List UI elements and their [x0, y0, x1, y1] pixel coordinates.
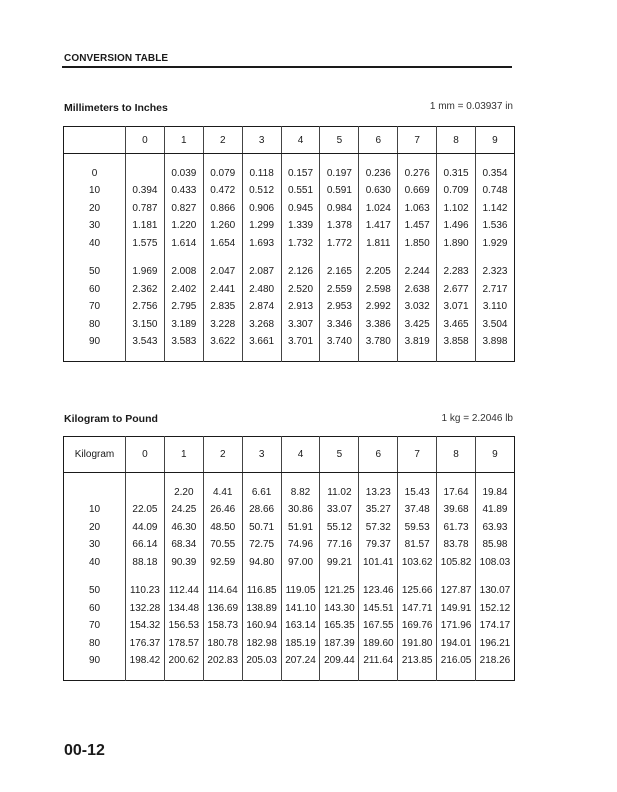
table-cell: 3.780: [359, 333, 398, 351]
table-cell: 2.008: [164, 263, 203, 281]
table-cell: 218.26: [476, 652, 515, 670]
table-cell: 2.323: [476, 263, 515, 281]
row-key: 10: [88, 185, 101, 197]
table-header-row: [64, 437, 515, 473]
table-cell: 116.85: [242, 582, 281, 600]
page-number: 00-12: [64, 742, 105, 759]
spacer-row: [64, 351, 515, 362]
table-cell: 0.118: [242, 165, 281, 183]
table-cell: 61.73: [437, 519, 476, 537]
table-corner-label: Kilogram: [64, 437, 126, 473]
table-cell: 1.811: [359, 235, 398, 253]
table-cell: 114.64: [203, 582, 242, 600]
table-cell: 0.236: [359, 165, 398, 183]
spacer-row: [64, 571, 515, 582]
table-row: [64, 501, 515, 519]
table-cell: 0.276: [398, 165, 437, 183]
column-header: 9: [476, 127, 515, 154]
column-header: 4: [281, 437, 320, 473]
table-row: [64, 200, 515, 218]
table-row: [64, 582, 515, 600]
table-cell: 0.827: [164, 200, 203, 218]
table-cell: 2.205: [359, 263, 398, 281]
table-cell: 136.69: [203, 600, 242, 618]
table-cell: 0.079: [203, 165, 242, 183]
mm-to-in-heading: Millimeters to Inches: [64, 102, 168, 114]
table-cell: 2.480: [242, 281, 281, 299]
row-key: 70: [88, 301, 101, 313]
table-cell: 0.748: [476, 182, 515, 200]
table-cell: 103.62: [398, 554, 437, 572]
table-cell: 2.283: [437, 263, 476, 281]
table-cell: 187.39: [320, 635, 359, 653]
table-cell: 44.09: [126, 519, 165, 537]
table-cell: 0.591: [320, 182, 359, 200]
table-cell: 0.906: [242, 200, 281, 218]
table-cell: 182.98: [242, 635, 281, 653]
table-cell: 169.76: [398, 617, 437, 635]
table-cell: 1.890: [437, 235, 476, 253]
spacer-row: [64, 670, 515, 681]
table-cell: 163.14: [281, 617, 320, 635]
table-cell: 2.087: [242, 263, 281, 281]
spacer-row: [64, 252, 515, 263]
table-cell: 194.01: [437, 635, 476, 653]
table-cell: 1.220: [164, 217, 203, 235]
table-row: [64, 182, 515, 200]
row-key: 30: [88, 220, 101, 232]
table-cell: 2.244: [398, 263, 437, 281]
table-cell: 24.25: [164, 501, 203, 519]
table-cell: 79.37: [359, 536, 398, 554]
column-header: 5: [320, 127, 359, 154]
table-cell: 2.677: [437, 281, 476, 299]
table-cell: 81.57: [398, 536, 437, 554]
table-cell: 3.307: [281, 316, 320, 334]
row-key: 0: [91, 167, 98, 179]
row-key: 50: [88, 585, 101, 597]
table-cell: 99.21: [320, 554, 359, 572]
row-key: 80: [88, 637, 101, 649]
table-cell: 171.96: [437, 617, 476, 635]
column-header: 9: [476, 437, 515, 473]
table-cell: 1.299: [242, 217, 281, 235]
table-cell: 1.732: [281, 235, 320, 253]
table-cell: [126, 484, 165, 502]
table-cell: 3.228: [203, 316, 242, 334]
table-cell: 2.795: [164, 298, 203, 316]
table-cell: 2.362: [126, 281, 165, 299]
table-cell: 3.898: [476, 333, 515, 351]
table-cell: 0.984: [320, 200, 359, 218]
table-cell: 165.35: [320, 617, 359, 635]
table-cell: 138.89: [242, 600, 281, 618]
table-cell: 213.85: [398, 652, 437, 670]
table-cell: 3.583: [164, 333, 203, 351]
table-cell: 3.386: [359, 316, 398, 334]
row-key: 10: [88, 504, 101, 516]
table-cell: 2.598: [359, 281, 398, 299]
table-cell: 39.68: [437, 501, 476, 519]
table-cell: 30.86: [281, 501, 320, 519]
table-cell: 0.512: [242, 182, 281, 200]
row-key: 40: [88, 556, 101, 568]
table-row: [64, 217, 515, 235]
row-key: 50: [88, 266, 101, 278]
table-cell: 1.850: [398, 235, 437, 253]
table-cell: 1.024: [359, 200, 398, 218]
table-cell: 3.661: [242, 333, 281, 351]
table-cell: 158.73: [203, 617, 242, 635]
table-cell: 0.551: [281, 182, 320, 200]
table-cell: 55.12: [320, 519, 359, 537]
table-cell: 0.709: [437, 182, 476, 200]
kg-to-lb-table: [63, 436, 515, 681]
column-header: 2: [203, 437, 242, 473]
table-cell: 205.03: [242, 652, 281, 670]
column-header: 2: [203, 127, 242, 154]
row-key: 20: [88, 521, 101, 533]
spacer-row: [64, 154, 515, 165]
table-row: [64, 263, 515, 281]
table-cell: 3.189: [164, 316, 203, 334]
table-cell: 35.27: [359, 501, 398, 519]
table-cell: 74.96: [281, 536, 320, 554]
table-header-row: [64, 127, 515, 154]
table-cell: 211.64: [359, 652, 398, 670]
table-cell: 176.37: [126, 635, 165, 653]
table-cell: 1.969: [126, 263, 165, 281]
spacer-row: [64, 473, 515, 484]
table-cell: 90.39: [164, 554, 203, 572]
table-cell: 198.42: [126, 652, 165, 670]
table-cell: 3.465: [437, 316, 476, 334]
table-cell: 189.60: [359, 635, 398, 653]
table-cell: 178.57: [164, 635, 203, 653]
column-header: 5: [320, 437, 359, 473]
table-cell: 1.654: [203, 235, 242, 253]
table-cell: 2.520: [281, 281, 320, 299]
table-cell: 51.91: [281, 519, 320, 537]
table-cell: 19.84: [476, 484, 515, 502]
table-row: [64, 298, 515, 316]
table-cell: 0.354: [476, 165, 515, 183]
table-row: [64, 316, 515, 334]
row-key: 70: [88, 620, 101, 632]
row-key: 20: [88, 202, 101, 214]
table-row: [64, 235, 515, 253]
table-cell: 0.157: [281, 165, 320, 183]
table-cell: 1.417: [359, 217, 398, 235]
table-cell: 202.83: [203, 652, 242, 670]
table-cell: 13.23: [359, 484, 398, 502]
table-cell: 28.66: [242, 501, 281, 519]
column-header: 1: [164, 437, 203, 473]
mm-to-in-table: [63, 126, 515, 362]
table-cell: 85.98: [476, 536, 515, 554]
table-cell: 209.44: [320, 652, 359, 670]
column-header: 6: [359, 437, 398, 473]
table-cell: 0.197: [320, 165, 359, 183]
column-header: 7: [398, 127, 437, 154]
table-cell: 8.82: [281, 484, 320, 502]
table-cell: 4.41: [203, 484, 242, 502]
table-cell: 0.945: [281, 200, 320, 218]
table-row: [64, 484, 515, 502]
table-cell: 3.071: [437, 298, 476, 316]
table-cell: 88.18: [126, 554, 165, 572]
table-cell: 125.66: [398, 582, 437, 600]
table-cell: 3.346: [320, 316, 359, 334]
table-cell: 3.543: [126, 333, 165, 351]
table-cell: 59.53: [398, 519, 437, 537]
table-cell: 94.80: [242, 554, 281, 572]
table-cell: 154.32: [126, 617, 165, 635]
table-cell: 145.51: [359, 600, 398, 618]
table-cell: 2.992: [359, 298, 398, 316]
table-cell: 2.717: [476, 281, 515, 299]
table-cell: 0.472: [203, 182, 242, 200]
table-cell: 105.82: [437, 554, 476, 572]
table-cell: 0.866: [203, 200, 242, 218]
table-cell: 2.638: [398, 281, 437, 299]
table-cell: 185.19: [281, 635, 320, 653]
table-cell: 22.05: [126, 501, 165, 519]
table-cell: 41.89: [476, 501, 515, 519]
table-cell: 1.378: [320, 217, 359, 235]
table-row: [64, 600, 515, 618]
column-header: 6: [359, 127, 398, 154]
table-cell: 3.819: [398, 333, 437, 351]
table-cell: 152.12: [476, 600, 515, 618]
table-cell: 156.53: [164, 617, 203, 635]
table-cell: 180.78: [203, 635, 242, 653]
table-cell: 0.394: [126, 182, 165, 200]
column-header: 0: [126, 127, 165, 154]
table-cell: 1.063: [398, 200, 437, 218]
table-cell: 26.46: [203, 501, 242, 519]
table-cell: 1.142: [476, 200, 515, 218]
table-cell: 37.48: [398, 501, 437, 519]
table-cell: 1.536: [476, 217, 515, 235]
table-cell: 77.16: [320, 536, 359, 554]
table-cell: 1.575: [126, 235, 165, 253]
table-cell: 0.630: [359, 182, 398, 200]
table-cell: 3.622: [203, 333, 242, 351]
kg-to-lb-formula: 1 kg = 2.2046 lb: [441, 413, 513, 424]
table-cell: 174.17: [476, 617, 515, 635]
table-row: [64, 536, 515, 554]
table-cell: 11.02: [320, 484, 359, 502]
table-cell: 70.55: [203, 536, 242, 554]
row-key: 40: [88, 237, 101, 249]
table-cell: 3.268: [242, 316, 281, 334]
table-cell: 15.43: [398, 484, 437, 502]
table-cell: 160.94: [242, 617, 281, 635]
table-row: [64, 652, 515, 670]
column-header: 3: [242, 127, 281, 154]
table-cell: 207.24: [281, 652, 320, 670]
table-cell: 2.913: [281, 298, 320, 316]
table-cell: 0.315: [437, 165, 476, 183]
table-cell: 123.46: [359, 582, 398, 600]
row-key: 90: [88, 336, 101, 348]
table-cell: 143.30: [320, 600, 359, 618]
table-cell: 1.772: [320, 235, 359, 253]
row-key: 90: [88, 655, 101, 667]
table-cell: 112.44: [164, 582, 203, 600]
table-cell: 119.05: [281, 582, 320, 600]
table-cell: 33.07: [320, 501, 359, 519]
column-header: 4: [281, 127, 320, 154]
table-cell: 1.929: [476, 235, 515, 253]
table-cell: 97.00: [281, 554, 320, 572]
table-row: [64, 519, 515, 537]
table-cell: 1.260: [203, 217, 242, 235]
table-cell: 3.504: [476, 316, 515, 334]
table-cell: 108.03: [476, 554, 515, 572]
table-cell: 3.425: [398, 316, 437, 334]
table-cell: 2.441: [203, 281, 242, 299]
table-cell: 2.559: [320, 281, 359, 299]
mm-to-in-formula: 1 mm = 0.03937 in: [429, 101, 513, 112]
table-cell: 3.701: [281, 333, 320, 351]
table-cell: 6.61: [242, 484, 281, 502]
table-cell: 121.25: [320, 582, 359, 600]
table-cell: 2.953: [320, 298, 359, 316]
column-header: 3: [242, 437, 281, 473]
table-cell: 3.858: [437, 333, 476, 351]
table-cell: 200.62: [164, 652, 203, 670]
table-cell: 1.339: [281, 217, 320, 235]
table-cell: 92.59: [203, 554, 242, 572]
table-cell: 2.402: [164, 281, 203, 299]
table-cell: [126, 165, 165, 183]
column-header: 1: [164, 127, 203, 154]
table-cell: 0.039: [164, 165, 203, 183]
table-cell: 72.75: [242, 536, 281, 554]
table-cell: 127.87: [437, 582, 476, 600]
table-corner-label: [64, 127, 126, 154]
column-header: 7: [398, 437, 437, 473]
table-cell: 2.165: [320, 263, 359, 281]
table-cell: 110.23: [126, 582, 165, 600]
table-cell: 196.21: [476, 635, 515, 653]
row-key: 30: [88, 539, 101, 551]
table-cell: 167.55: [359, 617, 398, 635]
page-header-title: CONVERSION TABLE: [64, 53, 169, 64]
table-cell: 57.32: [359, 519, 398, 537]
table-row: [64, 333, 515, 351]
row-key: 60: [88, 602, 101, 614]
table-cell: 2.20: [164, 484, 203, 502]
table-cell: 3.110: [476, 298, 515, 316]
column-header: 8: [437, 437, 476, 473]
table-cell: 191.80: [398, 635, 437, 653]
table-cell: 2.756: [126, 298, 165, 316]
table-cell: 1.102: [437, 200, 476, 218]
table-cell: 1.693: [242, 235, 281, 253]
table-cell: 130.07: [476, 582, 515, 600]
table-cell: 17.64: [437, 484, 476, 502]
column-header: 8: [437, 127, 476, 154]
table-cell: 147.71: [398, 600, 437, 618]
table-cell: 216.05: [437, 652, 476, 670]
table-cell: 101.41: [359, 554, 398, 572]
table-row: [64, 635, 515, 653]
table-row: [64, 617, 515, 635]
table-cell: 1.614: [164, 235, 203, 253]
row-key: 60: [88, 283, 101, 295]
row-key: 80: [88, 318, 101, 330]
table-cell: 3.740: [320, 333, 359, 351]
table-cell: 141.10: [281, 600, 320, 618]
table-cell: 2.835: [203, 298, 242, 316]
table-row: [64, 281, 515, 299]
table-cell: 68.34: [164, 536, 203, 554]
table-cell: 2.047: [203, 263, 242, 281]
table-cell: 1.181: [126, 217, 165, 235]
table-cell: 46.30: [164, 519, 203, 537]
row-key: [64, 484, 126, 502]
table-cell: 2.126: [281, 263, 320, 281]
table-cell: 50.71: [242, 519, 281, 537]
table-cell: 149.91: [437, 600, 476, 618]
table-cell: 0.433: [164, 182, 203, 200]
kg-to-lb-heading: Kilogram to Pound: [64, 413, 158, 425]
table-cell: 2.874: [242, 298, 281, 316]
table-row: [64, 554, 515, 572]
table-cell: 1.457: [398, 217, 437, 235]
table-cell: 63.93: [476, 519, 515, 537]
table-cell: 3.032: [398, 298, 437, 316]
table-cell: 66.14: [126, 536, 165, 554]
table-cell: 83.78: [437, 536, 476, 554]
table-row: [64, 165, 515, 183]
table-cell: 134.48: [164, 600, 203, 618]
table-cell: 3.150: [126, 316, 165, 334]
table-cell: 0.787: [126, 200, 165, 218]
table-cell: 0.669: [398, 182, 437, 200]
column-header: 0: [126, 437, 165, 473]
table-cell: 48.50: [203, 519, 242, 537]
table-cell: 132.28: [126, 600, 165, 618]
header-divider: [62, 66, 512, 68]
table-cell: 1.496: [437, 217, 476, 235]
